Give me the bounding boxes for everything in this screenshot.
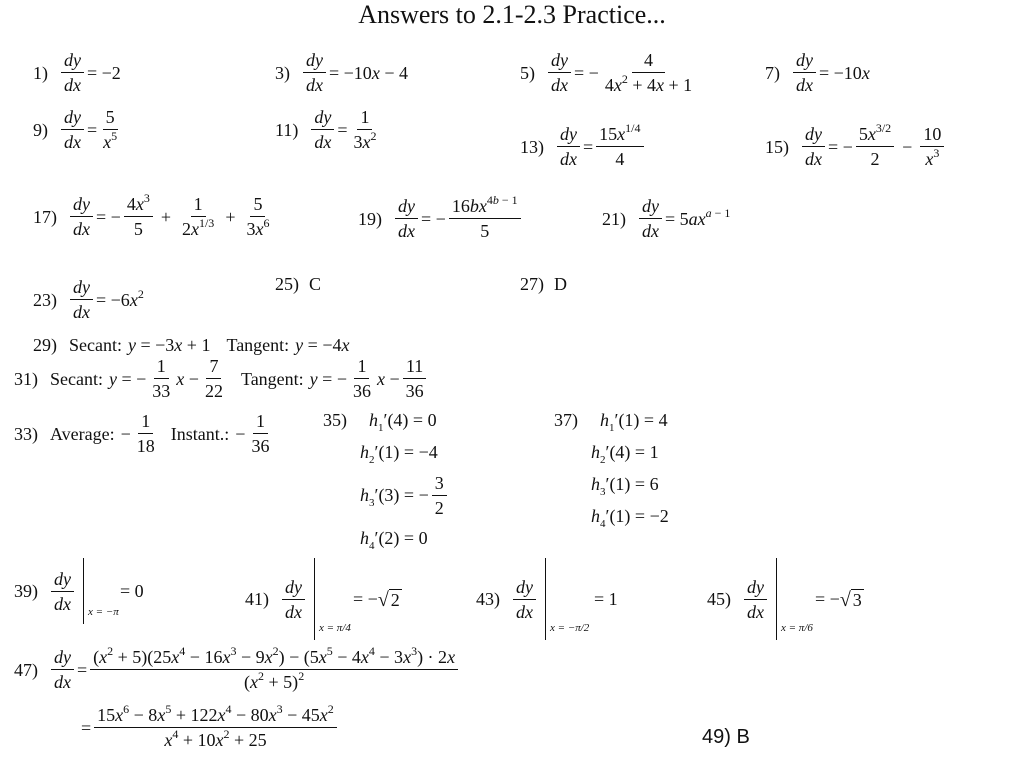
answer-fraction: $\frac{5}{x^5}$ (103, 107, 118, 152)
derivative-fraction: $\frac{dy}{dx}$ (639, 196, 662, 241)
answer-fraction: $\frac{11}{36}$ (403, 356, 427, 401)
answer-43: 43) $\frac{dy}{dx}$ x = −π/2 = 1 (476, 558, 618, 640)
problem-number: 9) (33, 119, 48, 140)
tangent-label: Tangent: (226, 335, 290, 355)
derivative-fraction: $\frac{dy}{dx}$ (303, 50, 326, 95)
answer-expression: = $5ax^{a - 1}$ (665, 205, 731, 229)
derivative-fraction: $\frac{dy}{dx}$ (282, 577, 305, 622)
answer-21 (602, 196, 730, 241)
answer-expression: = −10x − 4 (329, 62, 408, 83)
problem-number: 37) (554, 410, 578, 430)
answer-19 (358, 193, 524, 241)
problem-number: 5) (520, 62, 535, 83)
problem-number: 47) (14, 659, 38, 680)
derivative-fraction: $\frac{dy}{dx}$ (70, 277, 93, 322)
answer-expression: = − (574, 62, 599, 83)
answer-3 (275, 50, 408, 95)
answer-fraction: $\frac{1}{3x^2}$ (353, 107, 377, 152)
answer-9 (33, 107, 123, 152)
answer-fraction: $\frac{1}{2x^{1/3}}$ (181, 194, 215, 239)
answer-fraction: $\frac{4x^3}{5}$ (124, 194, 153, 239)
problem-number: 31) (14, 368, 38, 389)
tangent-equation: y = − (309, 368, 347, 389)
average-label: Average: (50, 423, 115, 444)
answer-fraction: $\frac{5}{3x^6}$ (246, 194, 270, 239)
answer-fraction: $\frac{4}{4x^2 + 4x + 1}$ (604, 50, 693, 95)
derivative-fraction: $\frac{dy}{dx}$ (513, 577, 536, 622)
answer-39: 39) $\frac{dy}{dx}$ x = −π = 0 (14, 558, 144, 624)
secant-equation: y = − (108, 368, 147, 389)
answer-11 (275, 107, 382, 152)
answer-fraction: $\frac{1}{18}$ (136, 411, 155, 456)
answer-expression: = (87, 119, 98, 140)
answer-45: 45) $\frac{dy}{dx}$ x = π/6 = − √ 3 (707, 558, 864, 640)
problem-number: 25) (275, 274, 299, 294)
derivative-fraction: $\frac{dy}{dx}$ (311, 107, 334, 152)
derivative-fraction: $\frac{dy}{dx}$ (61, 107, 84, 152)
answer-15: 15) $\frac{dy}{dx}$ = − $\frac{5x^{3/2}}{2}$ − $\frac{10}{x^3}$ (765, 124, 947, 169)
secant-equation: y = −3x + 1 (127, 335, 211, 355)
problem-number: 19) (358, 208, 382, 229)
instant-label: Instant.: (170, 423, 230, 444)
answer-fraction: $\frac{1}{36}$ (352, 356, 371, 401)
answer-5 (520, 50, 698, 95)
answer-expression: = (583, 136, 594, 157)
answer-fraction: $\frac{(x^2 + 5)(25x^4 - 16x^3 - 9x^2) - (5x^5 - 4x^4 - 3x^3) \cdot 2x}{(x^2 + 5)^2}$ (90, 647, 458, 692)
answer-7 (765, 50, 870, 95)
answer-27 (520, 274, 567, 294)
answer-fraction: $\frac{15x^6 - 8x^5 + 122x^4 - 80x^3 - 45x^2}{x^4 + 10x^2 + 25}$ (94, 705, 337, 750)
answer-35: 35) $h_1'(4) = 0$ $h_2'(1) = -4$ $h_3'(3)$ = − $\frac{3}{2}$ $h_4'(2) = 0$ (323, 404, 450, 554)
answer-fraction: $\frac{7}{22}$ (204, 356, 223, 401)
answer-29 (33, 335, 349, 355)
derivative-fraction: $\frac{dy}{dx}$ (548, 50, 571, 95)
derivative-fraction: $\frac{dy}{dx}$ (51, 569, 74, 614)
derivative-fraction: $\frac{dy}{dx}$ (802, 124, 825, 169)
problem-number: 43) (476, 589, 500, 609)
problem-number: 23) (33, 289, 57, 310)
answer-expression: = −10x (819, 62, 870, 83)
page-title: Answers to 2.1-2.3 Practice... (358, 0, 666, 29)
answer-47-line-2: = $\frac{15x^6 - 8x^5 + 122x^4 - 80x^3 - 45x^2}{x^4 + 10x^2 + 25}$ (81, 705, 340, 750)
answer-25 (275, 274, 321, 294)
answer-fraction: $\frac{10}{x^3}$ (920, 124, 944, 169)
derivative-fraction: $\frac{dy}{dx}$ (51, 647, 74, 692)
answer-31: 31) Secant: y = − $\frac{1}{33}$ x − $\frac{7}{22}$ Tangent: y = − $\frac{1}{36}$ x − $\frac{11}{36}$ (14, 356, 430, 401)
answer-49: 49) B (702, 726, 750, 748)
answer-choice: D (554, 274, 567, 294)
answer-fraction: $\frac{1}{36}$ (251, 411, 270, 456)
answer-expression: = $-6x^2$ (96, 286, 144, 310)
answer-fraction: $\frac{1}{33}$ (152, 356, 171, 401)
secant-label: Secant: (50, 368, 103, 389)
problem-number: 27) (520, 274, 544, 294)
answer-41: 41) $\frac{dy}{dx}$ x = π/4 = − √ 2 (245, 558, 402, 640)
answer-33: 33) Average: − $\frac{1}{18}$ Instant.: − $\frac{1}{36}$ (14, 411, 275, 456)
answer-17: 17) $\frac{dy}{dx}$ = − $\frac{4x^3}{5}$ + $\frac{1}{2x^{1/3}}$ + $\frac{5}{3x^6}$ (33, 194, 275, 239)
answer-fraction: $\frac{15x^{1/4}}{4}$ (596, 124, 643, 169)
problem-number: 3) (275, 62, 290, 83)
answer-fraction: $\frac{5x^{3/2}}{2}$ (856, 124, 894, 169)
secant-label: Secant: (69, 335, 122, 355)
answer-fraction: $\frac{16bx^{4b - 1}}{5}$ (449, 196, 521, 241)
problem-number: 11) (275, 119, 299, 140)
answer-47-line-1: 47) $\frac{dy}{dx}$ = $\frac{(x^2 + 5)(25x^4 - 16x^3 - 9x^2) - (5x^5 - 4x^4 - 3x^3) \cdot 2x}{(x^2 + 5)^2}$ (14, 647, 461, 692)
derivative-fraction: $\frac{dy}{dx}$ (557, 124, 580, 169)
derivative-fraction: $\frac{dy}{dx}$ (793, 50, 816, 95)
problem-number: 21) (602, 208, 626, 229)
problem-number: 35) (323, 410, 347, 430)
problem-number: 15) (765, 136, 789, 157)
derivative-fraction: $\frac{dy}{dx}$ (744, 577, 767, 622)
problem-number: 41) (245, 589, 269, 609)
derivative-fraction: $\frac{dy}{dx}$ (61, 50, 84, 95)
problem-number: 29) (33, 335, 57, 355)
answer-23 (33, 277, 144, 322)
answer-1 (33, 50, 121, 95)
problem-number: 45) (707, 589, 731, 609)
problem-number: 1) (33, 62, 48, 83)
problem-number: 17) (33, 206, 57, 227)
answer-choice: C (309, 274, 322, 294)
answer-expression: = − (828, 136, 853, 157)
tangent-label: Tangent: (240, 368, 304, 389)
answer-expression: = − (421, 208, 446, 229)
answer-expression: = −2 (87, 62, 121, 83)
derivative-fraction: $\frac{dy}{dx}$ (70, 194, 93, 239)
answer-expression: = (337, 119, 348, 140)
tangent-equation: y = −4x (295, 335, 350, 355)
problem-number: 39) (14, 581, 38, 601)
problem-number: 13) (520, 136, 544, 157)
answer-37: 37) $h_1'(1) = 4$ $h_2'(4) = 1$ $h_3'(1) = 6$ $h_4'(1) = -2$ (554, 410, 669, 530)
problem-number: 7) (765, 62, 780, 83)
answer-expression: = − (96, 206, 121, 227)
derivative-fraction: $\frac{dy}{dx}$ (395, 196, 418, 241)
answer-13 (520, 121, 647, 169)
problem-number: 33) (14, 423, 38, 444)
